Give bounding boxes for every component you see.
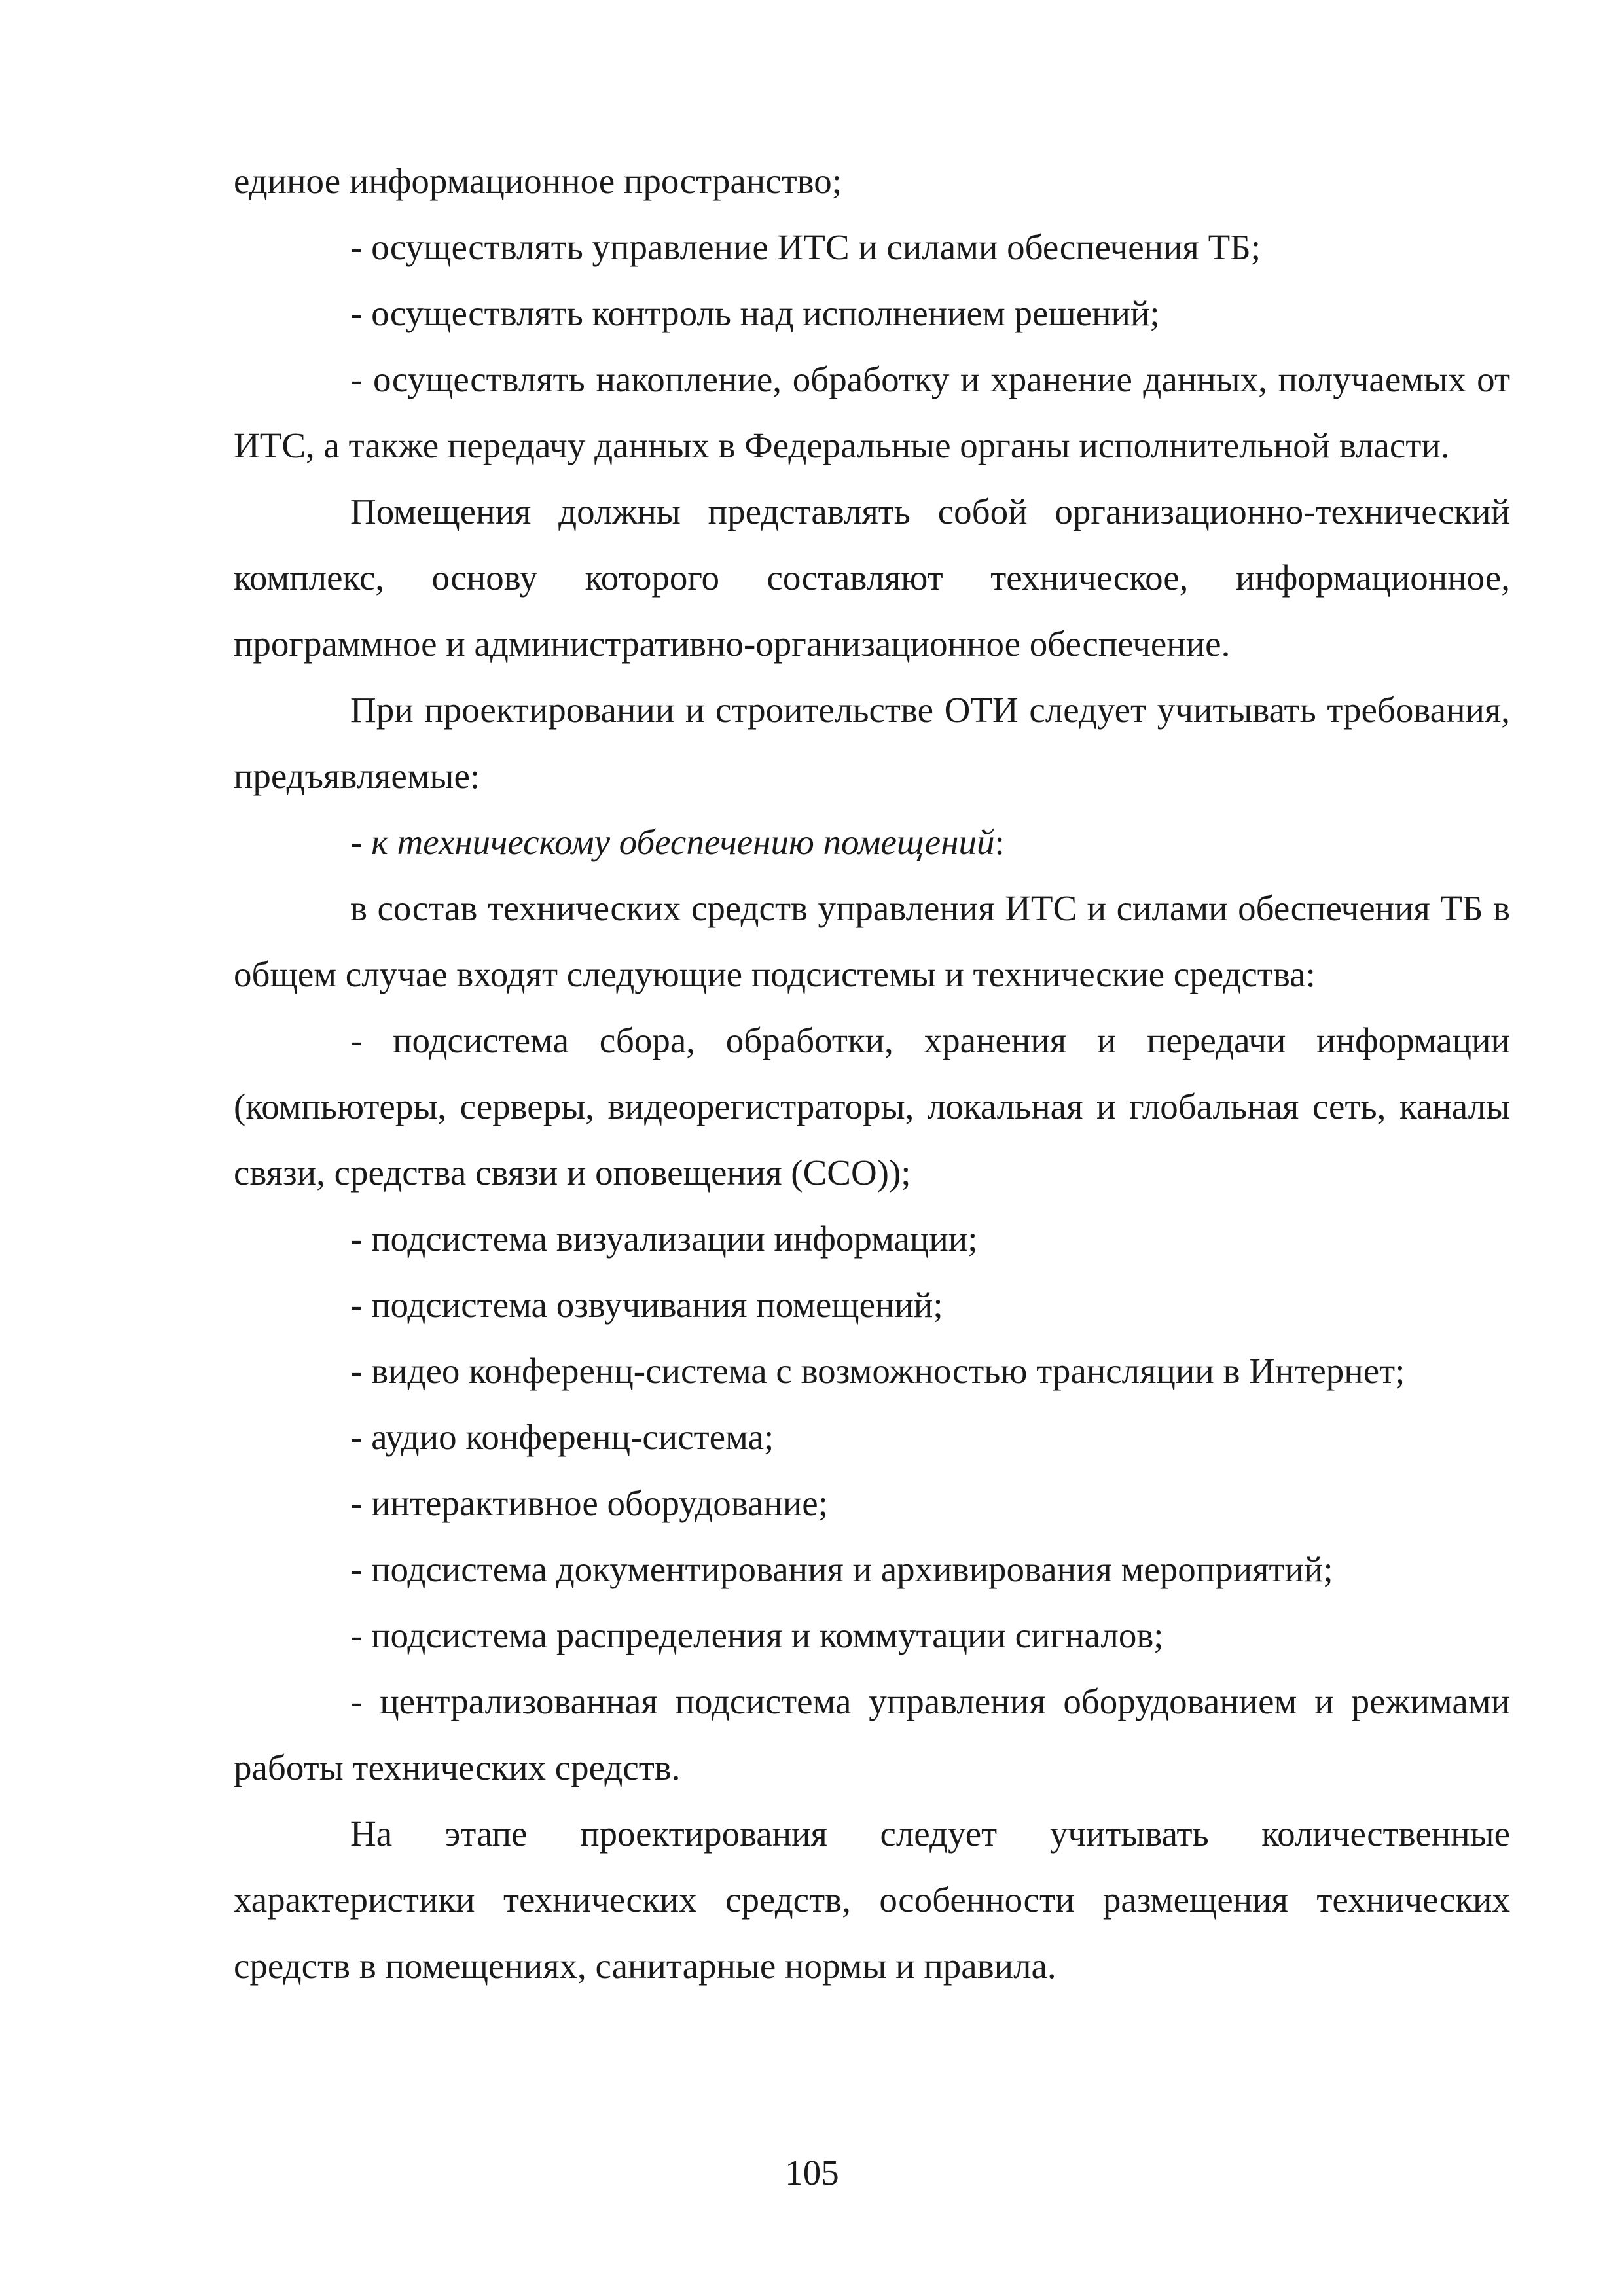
list-item-control: - осуществлять контроль над исполнением решений; [350, 293, 1160, 333]
dash-prefix: - [350, 822, 372, 862]
list-item-audio-conference: - аудио конференц-система; [350, 1417, 774, 1457]
paragraph-design-requirements: При проектировании и строительстве ОТИ следует учитывать требования, предъявляемые: [234, 690, 1510, 796]
list-item-technical-support [234, 809, 1510, 875]
list-item-data-storage: - осуществлять накопление, обработку и хранение данных, получаемых от ИТС, а также передачу данных в Федеральные органы исполнительной власти. [234, 359, 1510, 465]
list-item-video-conference: - видео конференц-система с возможностью трансляции в Интернет; [350, 1351, 1405, 1391]
colon-suffix: : [994, 822, 1005, 862]
list-item-sound: - подсистема озвучивания помещений; [350, 1285, 943, 1325]
paragraph-premises: Помещения должны представлять собой организационно-технический комплекс, основу которого составляют техническое, информационное, программное и административно-организационное обеспечение. [234, 492, 1510, 664]
list-item-info-subsystem: - подсистема сбора, обработки, хранения и передачи информации (компьютеры, серверы, видеорегистраторы, локальная и глобальная сеть, каналы связи, средства связи и оповещения (ССО)); [234, 1020, 1510, 1193]
body-text [234, 148, 1510, 1999]
paragraph-continuation: единое информационное пространство; [234, 161, 842, 201]
list-item-visualization: - подсистема визуализации информации; [350, 1219, 978, 1259]
paragraph-design-stage: На этапе проектирования следует учитывать количественные характеристики технических средств, особенности размещения технических средств в помещениях, санитарные нормы и правила. [234, 1814, 1510, 1986]
list-item-interactive: - интерактивное оборудование; [350, 1483, 828, 1523]
list-item-signal-distribution: - подсистема распределения и коммутации сигналов; [350, 1615, 1164, 1655]
italic-heading: к техническому обеспечению помещений [371, 822, 995, 862]
list-item-centralized-control: - централизованная подсистема управления оборудованием и режимами работы технических средств. [234, 1681, 1510, 1787]
paragraph-technical-means: в состав технических средств управления ИТС и силами обеспечения ТБ в общем случае входят следующие подсистемы и технические средства: [234, 888, 1510, 994]
list-item-documenting: - подсистема документирования и архивирования мероприятий; [350, 1549, 1333, 1589]
page-number: 105 [785, 2153, 839, 2193]
list-item-management: - осуществлять управление ИТС и силами обеспечения ТБ; [350, 227, 1261, 267]
